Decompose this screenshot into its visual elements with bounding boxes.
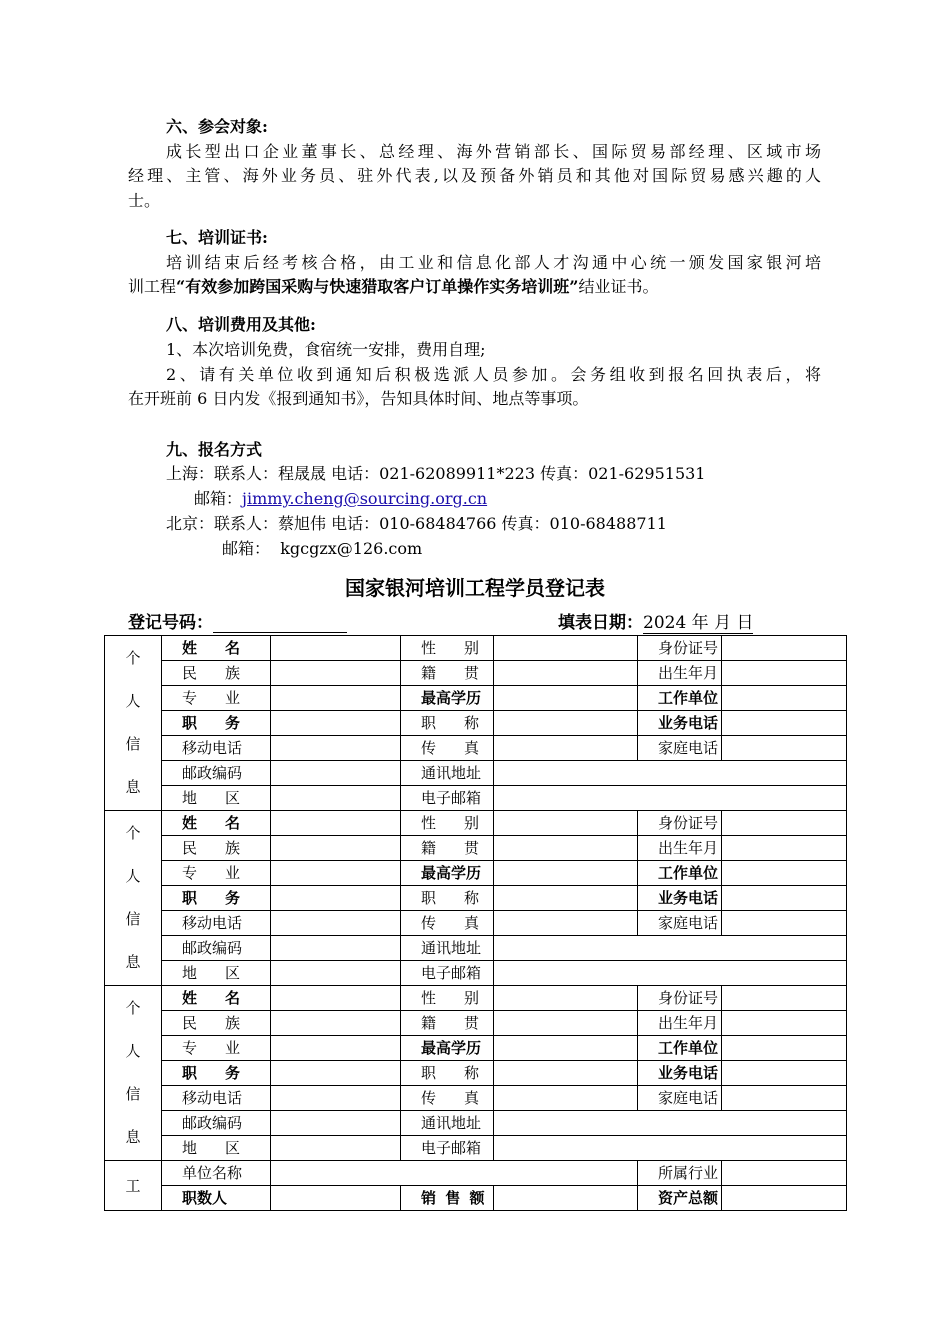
label-birth: 出生年月 bbox=[638, 661, 722, 686]
reg-no-label: 登记号码： bbox=[128, 613, 213, 633]
field-postcode[interactable] bbox=[271, 761, 401, 786]
field-title[interactable] bbox=[494, 1061, 638, 1086]
label-region: 地区 bbox=[162, 786, 271, 811]
field-birth[interactable] bbox=[722, 836, 847, 861]
section6-line2: 经理、主管、海外业务员、驻外代表,以及预备外销员和其他对国际贸易感兴趣的人 bbox=[128, 166, 821, 185]
label-name: 姓名 bbox=[162, 811, 271, 836]
shanghai-contact: 上海：联系人：程晟晟 电话：021-62089911*223 传真：021-62951531 bbox=[166, 464, 706, 483]
beijing-email: kgcgzx@126.com bbox=[280, 539, 423, 558]
side-char: 个 bbox=[125, 649, 141, 667]
table-row bbox=[105, 636, 847, 661]
label-gender: 性别 bbox=[401, 636, 494, 661]
label-home-phone: 家庭电话 bbox=[638, 911, 722, 936]
label-mobile: 移动电话 bbox=[162, 911, 271, 936]
label-sales: 销 售 额 bbox=[401, 1186, 494, 1211]
shanghai-email-link[interactable]: jimmy.cheng@sourcing.org.cn bbox=[242, 489, 488, 508]
field-mobile[interactable] bbox=[271, 1086, 401, 1111]
section8-item1: 1、本次培训免费，食宿统一安排，费用自理; bbox=[166, 340, 486, 359]
section6-heading: 六、参会对象: bbox=[166, 117, 268, 136]
field-region[interactable] bbox=[271, 961, 401, 986]
label-mobile: 移动电话 bbox=[162, 1086, 271, 1111]
field-position[interactable] bbox=[271, 1061, 401, 1086]
date-label: 填表日期： bbox=[558, 613, 643, 633]
side-char: 人 bbox=[125, 692, 141, 710]
field-email[interactable] bbox=[494, 961, 847, 986]
field-birth[interactable] bbox=[722, 661, 847, 686]
label-staff: 职数人 bbox=[162, 1186, 271, 1211]
label-ethnicity: 民族 bbox=[162, 836, 271, 861]
label-postcode: 邮政编码 bbox=[162, 936, 271, 961]
field-name[interactable] bbox=[271, 636, 401, 661]
label-address: 通讯地址 bbox=[401, 761, 494, 786]
field-native[interactable] bbox=[494, 1011, 638, 1036]
table-row bbox=[105, 1186, 847, 1211]
field-birth[interactable] bbox=[722, 1011, 847, 1036]
field-title[interactable] bbox=[494, 886, 638, 911]
field-postcode[interactable] bbox=[271, 936, 401, 961]
section6-line3: 士。 bbox=[128, 191, 161, 210]
field-industry[interactable] bbox=[722, 1161, 847, 1186]
field-major[interactable] bbox=[271, 861, 401, 886]
field-position[interactable] bbox=[271, 711, 401, 736]
label-work-phone: 业务电话 bbox=[638, 1061, 722, 1086]
field-region[interactable] bbox=[271, 1136, 401, 1161]
fill-date bbox=[558, 613, 753, 634]
label-work-phone: 业务电话 bbox=[638, 711, 722, 736]
section7-line2-pre: 训工程 bbox=[128, 277, 177, 296]
label-birth: 出生年月 bbox=[638, 836, 722, 861]
beijing-contact: 北京：联系人：蔡旭伟 电话：010-68484766 传真：010-68488711 bbox=[166, 514, 667, 533]
field-title[interactable] bbox=[494, 711, 638, 736]
label-native: 籍贯 bbox=[401, 836, 494, 861]
table-row bbox=[105, 961, 847, 986]
person-side-label bbox=[105, 986, 162, 1161]
field-ethnicity[interactable] bbox=[271, 661, 401, 686]
label-work-phone: 业务电话 bbox=[638, 886, 722, 911]
table-row bbox=[105, 986, 847, 1011]
label-title: 职称 bbox=[401, 886, 494, 911]
label-native: 籍贯 bbox=[401, 661, 494, 686]
field-mobile[interactable] bbox=[271, 911, 401, 936]
table-row bbox=[105, 736, 847, 761]
side-char: 人 bbox=[125, 867, 141, 885]
label-position: 职务 bbox=[162, 711, 271, 736]
registration-table bbox=[104, 635, 847, 1211]
person-side-label bbox=[105, 811, 162, 986]
field-address[interactable] bbox=[494, 936, 847, 961]
field-work-phone[interactable] bbox=[722, 711, 847, 736]
field-address[interactable] bbox=[494, 761, 847, 786]
beijing-mail-label: 邮箱： bbox=[222, 539, 271, 558]
side-char: 息 bbox=[125, 1128, 141, 1146]
side-char: 个 bbox=[125, 824, 141, 842]
table-row bbox=[105, 936, 847, 961]
label-address: 通讯地址 bbox=[401, 936, 494, 961]
beijing-mail bbox=[222, 539, 422, 559]
field-work-phone[interactable] bbox=[722, 886, 847, 911]
table-row bbox=[105, 711, 847, 736]
label-fax: 传真 bbox=[401, 736, 494, 761]
label-fax: 传真 bbox=[401, 911, 494, 936]
label-position: 职务 bbox=[162, 1061, 271, 1086]
section6-line1: 成长型出口企业董事长、总经理、海外营销部长、国际贸易部经理、区域市场 bbox=[166, 142, 821, 161]
course-name: “有效参加跨国采购与快速猎取客户订单操作实务培训班” bbox=[176, 277, 579, 296]
table-row bbox=[105, 1111, 847, 1136]
label-ethnicity: 民族 bbox=[162, 661, 271, 686]
form-title: 国家银河培训工程学员登记表 bbox=[345, 576, 605, 600]
reg-no-blank[interactable] bbox=[213, 616, 347, 633]
company-side-label: 工 bbox=[105, 1161, 162, 1211]
field-education[interactable] bbox=[494, 686, 638, 711]
field-education[interactable] bbox=[494, 861, 638, 886]
field-fax[interactable] bbox=[494, 1086, 638, 1111]
side-char: 息 bbox=[125, 778, 141, 796]
label-id-no: 身份证号 bbox=[638, 636, 722, 661]
field-postcode[interactable] bbox=[271, 1111, 401, 1136]
field-major[interactable] bbox=[271, 1036, 401, 1061]
label-industry: 所属行业 bbox=[638, 1161, 722, 1186]
field-home-phone[interactable] bbox=[722, 911, 847, 936]
label-region: 地区 bbox=[162, 1136, 271, 1161]
field-work-phone[interactable] bbox=[722, 1061, 847, 1086]
label-home-phone: 家庭电话 bbox=[638, 736, 722, 761]
field-address[interactable] bbox=[494, 1111, 847, 1136]
table-row bbox=[105, 786, 847, 811]
label-address: 通讯地址 bbox=[401, 1111, 494, 1136]
shanghai-mail bbox=[194, 489, 487, 509]
label-major: 专业 bbox=[162, 686, 271, 711]
field-sales[interactable] bbox=[494, 1186, 638, 1211]
label-name: 姓名 bbox=[162, 986, 271, 1011]
field-name[interactable] bbox=[271, 986, 401, 1011]
field-id-no[interactable] bbox=[722, 636, 847, 661]
side-char: 信 bbox=[125, 1085, 141, 1103]
side-char: 个 bbox=[125, 999, 141, 1017]
section8-heading: 八、培训费用及其他: bbox=[166, 315, 316, 334]
label-major: 专业 bbox=[162, 1036, 271, 1061]
label-education: 最高学历 bbox=[401, 686, 494, 711]
label-gender: 性别 bbox=[401, 811, 494, 836]
label-id-no: 身份证号 bbox=[638, 811, 722, 836]
field-name[interactable] bbox=[271, 811, 401, 836]
field-unit-name[interactable] bbox=[271, 1161, 638, 1186]
field-staff[interactable] bbox=[271, 1186, 401, 1211]
person-side-label bbox=[105, 636, 162, 811]
label-unit-name: 单位名称 bbox=[162, 1161, 271, 1186]
field-ethnicity[interactable] bbox=[271, 1011, 401, 1036]
label-email: 电子邮箱 bbox=[401, 1136, 494, 1161]
field-email[interactable] bbox=[494, 786, 847, 811]
field-mobile[interactable] bbox=[271, 736, 401, 761]
field-home-phone[interactable] bbox=[722, 1086, 847, 1111]
section7-heading: 七、培训证书: bbox=[166, 228, 268, 247]
label-gender: 性别 bbox=[401, 986, 494, 1011]
field-education[interactable] bbox=[494, 1036, 638, 1061]
table-row bbox=[105, 1161, 847, 1186]
table-row bbox=[105, 686, 847, 711]
label-email: 电子邮箱 bbox=[401, 961, 494, 986]
label-title: 职称 bbox=[401, 711, 494, 736]
field-email[interactable] bbox=[494, 1136, 847, 1161]
section7-line2-post: 结业证书。 bbox=[578, 277, 659, 296]
section7-line2 bbox=[128, 277, 658, 297]
table-row bbox=[105, 1011, 847, 1036]
field-fax[interactable] bbox=[494, 911, 638, 936]
label-fax: 传真 bbox=[401, 1086, 494, 1111]
table-row bbox=[105, 861, 847, 886]
side-char: 信 bbox=[125, 735, 141, 753]
table-row bbox=[105, 661, 847, 686]
label-employer: 工作单位 bbox=[638, 861, 722, 886]
section8-item2-line1: 2、请有关单位收到通知后积极选派人员参加。会务组收到报名回执表后，将 bbox=[166, 365, 821, 384]
label-email: 电子邮箱 bbox=[401, 786, 494, 811]
label-position: 职务 bbox=[162, 886, 271, 911]
label-education: 最高学历 bbox=[401, 861, 494, 886]
field-native[interactable] bbox=[494, 661, 638, 686]
date-value[interactable]: 2024 年 月 日 bbox=[643, 613, 754, 633]
label-region: 地区 bbox=[162, 961, 271, 986]
section8-item2-line2: 在开班前 6 日内发《报到通知书》，告知具体时间、地点等事项。 bbox=[128, 389, 589, 408]
field-employer[interactable] bbox=[722, 861, 847, 886]
table-row bbox=[105, 836, 847, 861]
field-position[interactable] bbox=[271, 886, 401, 911]
table-row bbox=[105, 1036, 847, 1061]
reg-no bbox=[128, 613, 347, 633]
shanghai-mail-label: 邮箱： bbox=[194, 489, 243, 508]
table-row bbox=[105, 911, 847, 936]
label-postcode: 邮政编码 bbox=[162, 761, 271, 786]
table-row bbox=[105, 761, 847, 786]
label-id-no: 身份证号 bbox=[638, 986, 722, 1011]
table-row bbox=[105, 1061, 847, 1086]
label-ethnicity: 民族 bbox=[162, 1011, 271, 1036]
table-row bbox=[105, 1136, 847, 1161]
field-id-no[interactable] bbox=[722, 986, 847, 1011]
field-gender[interactable] bbox=[494, 986, 638, 1011]
label-native: 籍贯 bbox=[401, 1011, 494, 1036]
field-employer[interactable] bbox=[722, 1036, 847, 1061]
label-home-phone: 家庭电话 bbox=[638, 1086, 722, 1111]
field-gender[interactable] bbox=[494, 636, 638, 661]
table-row bbox=[105, 811, 847, 836]
side-char: 信 bbox=[125, 910, 141, 928]
label-assets: 资产总额 bbox=[638, 1186, 722, 1211]
field-employer[interactable] bbox=[722, 686, 847, 711]
section7-line1: 培训结束后经考核合格，由工业和信息化部人才沟通中心统一颁发国家银河培 bbox=[166, 253, 821, 272]
section9-heading: 九、报名方式 bbox=[166, 440, 263, 459]
label-education: 最高学历 bbox=[401, 1036, 494, 1061]
label-title: 职称 bbox=[401, 1061, 494, 1086]
label-employer: 工作单位 bbox=[638, 1036, 722, 1061]
label-mobile: 移动电话 bbox=[162, 736, 271, 761]
label-birth: 出生年月 bbox=[638, 1011, 722, 1036]
field-major[interactable] bbox=[271, 686, 401, 711]
label-employer: 工作单位 bbox=[638, 686, 722, 711]
field-id-no[interactable] bbox=[722, 811, 847, 836]
field-native[interactable] bbox=[494, 836, 638, 861]
field-assets[interactable] bbox=[722, 1186, 847, 1211]
side-char: 人 bbox=[125, 1042, 141, 1060]
field-fax[interactable] bbox=[494, 736, 638, 761]
field-region[interactable] bbox=[271, 786, 401, 811]
label-name: 姓名 bbox=[162, 636, 271, 661]
field-home-phone[interactable] bbox=[722, 736, 847, 761]
table-row bbox=[105, 886, 847, 911]
field-gender[interactable] bbox=[494, 811, 638, 836]
table-row bbox=[105, 1086, 847, 1111]
side-char: 息 bbox=[125, 953, 141, 971]
label-major: 专业 bbox=[162, 861, 271, 886]
field-ethnicity[interactable] bbox=[271, 836, 401, 861]
label-postcode: 邮政编码 bbox=[162, 1111, 271, 1136]
